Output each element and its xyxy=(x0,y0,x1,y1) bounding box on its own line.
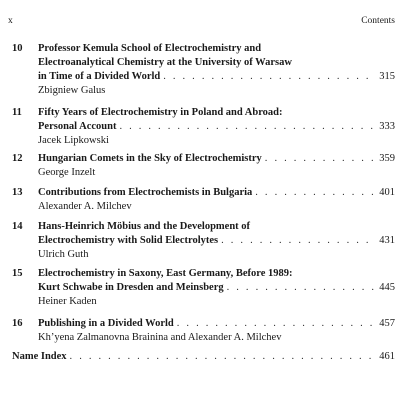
chapter-author: George Inzelt xyxy=(38,167,96,178)
dot-leader xyxy=(221,234,376,248)
chapter-author: Alexander A. Milchev xyxy=(38,201,132,212)
chapter-number: 11 xyxy=(12,107,22,118)
dot-leader xyxy=(255,186,376,200)
chapter-title-line: Hans-Heinrich Möbius and the Development of xyxy=(38,221,251,232)
chapter-author: Kh’yena Zalmanovna Brainina and Alexander A. Milchev xyxy=(38,332,282,343)
chapter-number: 16 xyxy=(12,318,23,329)
chapter-number: 14 xyxy=(12,221,23,232)
dot-leader xyxy=(265,152,376,166)
page-ref[interactable]: 431 xyxy=(379,235,395,246)
page-ref[interactable]: 461 xyxy=(379,351,395,362)
page-ref[interactable]: 401 xyxy=(379,187,395,198)
chapter-number: 15 xyxy=(12,268,23,279)
chapter-title-line: Contributions from Electrochemists in Bulgaria xyxy=(38,187,253,198)
dot-leader xyxy=(119,120,376,134)
chapter-author: Heiner Kaden xyxy=(38,296,97,307)
page-header xyxy=(0,16,415,28)
dot-leader xyxy=(177,317,376,331)
dot-leader xyxy=(163,70,376,84)
chapter-title-line: Professor Kemula School of Electrochemistry and xyxy=(38,43,262,54)
page-number: x xyxy=(8,16,13,26)
dot-leader xyxy=(227,281,377,295)
page-ref[interactable]: 315 xyxy=(379,71,395,82)
chapter-number: 13 xyxy=(12,187,23,198)
index-label: Name Index xyxy=(12,351,67,362)
chapter-author: Ulrich Guth xyxy=(38,249,89,260)
chapter-title-line: in Time of a Divided World xyxy=(38,71,161,82)
dot-leader xyxy=(70,350,377,364)
page-ref[interactable]: 359 xyxy=(379,153,395,164)
chapter-title-line: Hungarian Comets in the Sky of Electrochemistry xyxy=(38,153,262,164)
running-head: Contents xyxy=(361,16,395,26)
page-ref[interactable]: 445 xyxy=(379,282,395,293)
page-ref[interactable]: 457 xyxy=(379,318,395,329)
chapter-title-line: Electrochemistry in Saxony, East Germany, Before 1989: xyxy=(38,268,293,279)
chapter-title-line: Kurt Schwabe in Dresden and Meinsberg xyxy=(38,282,224,293)
chapter-author: Zbigniew Galus xyxy=(38,85,106,96)
page-ref[interactable]: 333 xyxy=(379,121,395,132)
chapter-title-line: Electroanalytical Chemistry at the University of Warsaw xyxy=(38,57,292,68)
chapter-number: 12 xyxy=(12,153,23,164)
chapter-title-line: Electrochemistry with Solid Electrolytes xyxy=(38,235,219,246)
chapter-number: 10 xyxy=(12,43,23,54)
chapter-title-line: Personal Account xyxy=(38,121,117,132)
chapter-title-line: Publishing in a Divided World xyxy=(38,318,174,329)
chapter-title-line: Fifty Years of Electrochemistry in Poland and Abroad: xyxy=(38,107,283,118)
chapter-author: Jacek Lipkowski xyxy=(38,135,109,146)
